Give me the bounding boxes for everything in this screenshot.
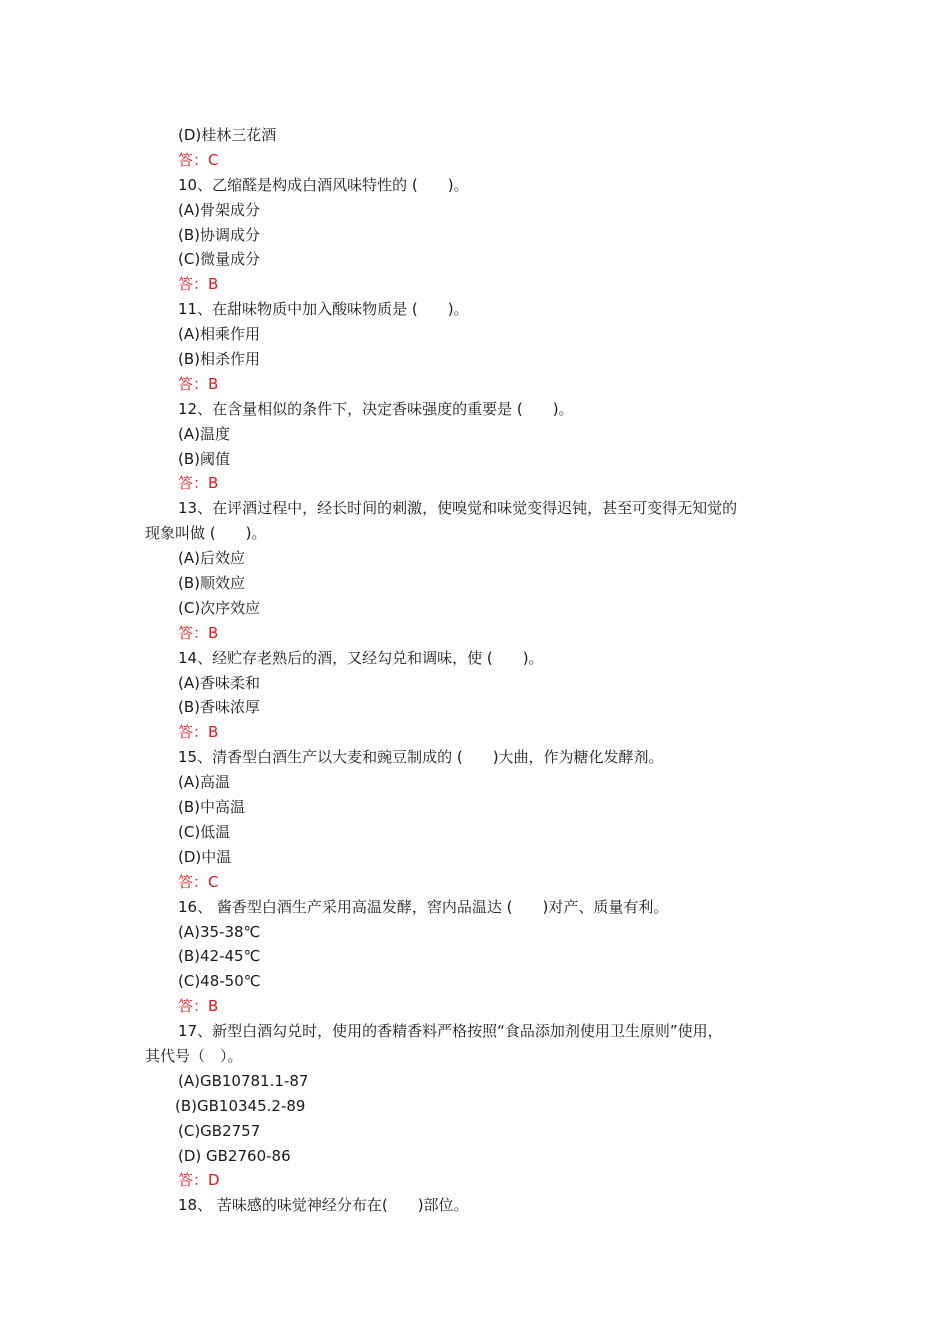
option-line: (C)低温 [178,822,231,841]
option-line: (B)阈值 [178,449,230,468]
answer-line: 答：D [178,1171,220,1190]
option-line: (A)温度 [178,424,230,443]
answer-line: 答：B [178,275,219,294]
option-line: (A)后效应 [178,549,245,568]
option-line: (B)中高温 [178,798,245,817]
question-line: 15、清香型白酒生产以大麦和豌豆制成的 ( )大曲，作为糖化发酵剂。 [178,748,664,767]
option-line: (C)次序效应 [178,598,261,617]
option-line: (D) GB2760-86 [178,1146,291,1165]
option-line: (B)相杀作用 [178,350,260,369]
answer-line: 答：B [178,374,219,393]
question-line: 18、 苦味感的味觉神经分布在( )部位。 [178,1196,469,1215]
option-line: (D)中温 [178,847,232,866]
answer-line: 答：C [178,872,219,891]
option-line: (B)香味浓厚 [178,698,260,717]
option-line: (A)高温 [178,773,230,792]
question-line: 16、 酱香型白酒生产采用高温发酵，窖内品温达 ( )对产、质量有利。 [178,897,669,916]
answer-line: 答：B [178,997,219,1016]
option-line: (C)GB2757 [178,1121,261,1140]
question-continuation: 现象叫做 ( )。 [145,524,267,543]
option-line: (B)协调成分 [178,225,260,244]
question-line: 10、乙缩醛是构成白酒风味特性的 ( )。 [178,175,469,194]
option-line: (A)相乘作用 [178,325,260,344]
answer-line: 答：B [178,623,219,642]
question-line: 11、在甜味物质中加入酸味物质是 ( )。 [178,300,469,319]
answer-line: 答：B [178,723,219,742]
option-line: (A)骨架成分 [178,200,260,219]
question-line: 12、在含量相似的条件下，决定香味强度的重要是 ( )。 [178,399,574,418]
option-line: (A)35-38℃ [178,922,261,941]
question-continuation: 其代号（ ）。 [145,1046,243,1065]
option-line: (B)GB10345.2-89 [175,1096,306,1115]
option-line: (A)GB10781.1-87 [178,1071,309,1090]
option-line: (C)48-50℃ [178,972,261,991]
option-line: (B)顺效应 [178,574,245,593]
question-line: 14、经贮存老熟后的酒，又经勾兑和调味，使 ( )。 [178,648,544,667]
question-line: 17、新型白酒勾兑时，使用的香精香料严格按照“食品添加剂使用卫生原则”使用， [178,1022,723,1041]
option-line: (A)香味柔和 [178,673,260,692]
option-line: (B)42-45℃ [178,947,261,966]
question-line: 13、在评酒过程中，经长时间的刺激，使嗅觉和味觉变得迟钝，甚至可变得无知觉的 [178,499,738,518]
document-page [0,123,950,1218]
option-line: (C)微量成分 [178,250,261,269]
answer-line: 答：C [178,150,219,169]
option-line: (D)桂林三花酒 [178,126,277,144]
answer-line: 答：B [178,474,219,493]
